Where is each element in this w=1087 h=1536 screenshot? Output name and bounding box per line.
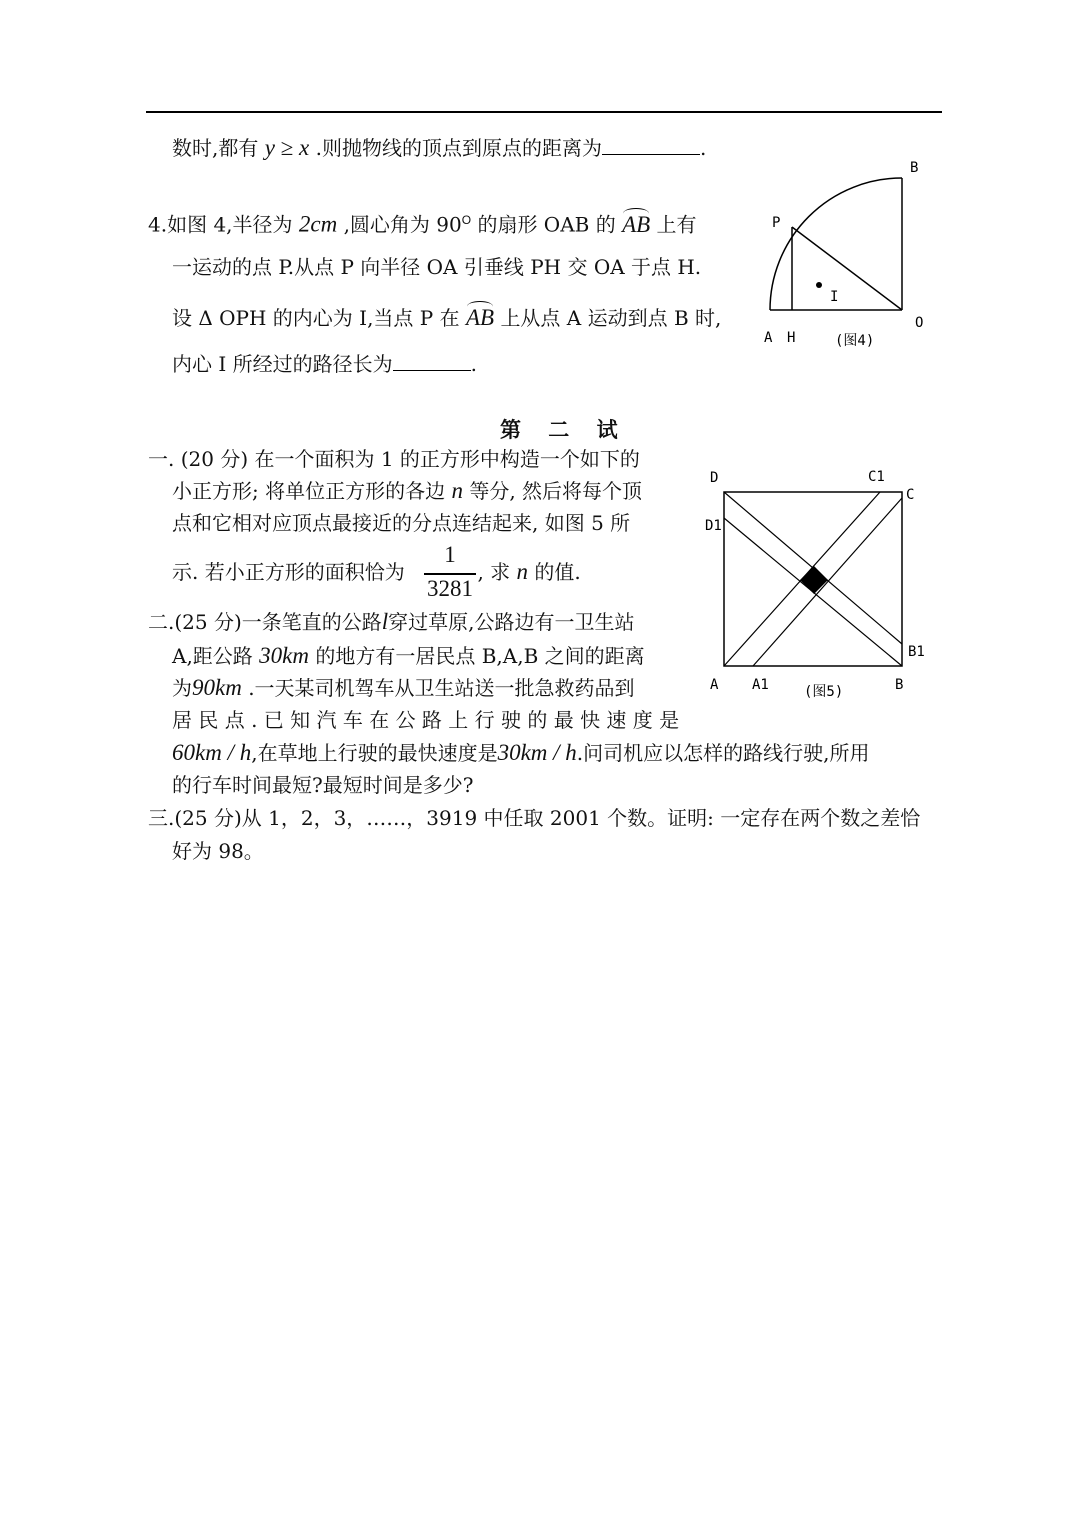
problem2-line4 <box>172 707 679 733</box>
problem4-line1 <box>148 207 697 238</box>
text: 的值. <box>534 560 581 584</box>
label-a1: A1 <box>752 677 769 693</box>
figure5-caption: (图5) <box>804 684 844 700</box>
continuation-line <box>172 134 706 161</box>
label-b1: B1 <box>908 644 925 660</box>
problem1-line3 <box>172 510 630 536</box>
problem2-line3 <box>172 675 635 701</box>
text: . <box>470 352 477 376</box>
text: 设 Δ OPH 的内心为 I,当点 P 在 <box>172 306 460 330</box>
text: ,圆心角为 90 <box>343 212 462 237</box>
problem4-line2 <box>172 254 701 280</box>
fraction-denominator: 3281 <box>427 576 473 601</box>
text: .则抛物线的顶点到原点的距离为 <box>315 136 602 160</box>
arc-ab: AB <box>622 211 651 237</box>
text: 一. (20 分) 在一个面积为 1 的正方形中构造一个如下的 <box>148 447 640 471</box>
text: 穿过草原,公路边有一卫生站 <box>388 610 635 634</box>
figure4-caption: (图4) <box>835 333 875 349</box>
text: 示. 若小正方形的面积恰为 <box>172 560 405 584</box>
text: 小正方形; 将单位正方形的各边 <box>172 479 446 503</box>
text: 的扇形 OAB 的 <box>477 212 616 237</box>
distance-30km: 30km <box>259 643 309 668</box>
text: , 求 <box>477 560 511 584</box>
segment-op <box>792 227 902 310</box>
label-d: D <box>710 470 719 486</box>
label-b: B <box>895 677 904 693</box>
text: 的地方有一居民点 B,A,B 之间的距离 <box>315 644 645 668</box>
text: 居 民 点 . 已 知 汽 车 在 公 路 上 行 驶 的 最 快 速 度 是 <box>172 708 680 732</box>
label-o: O <box>915 315 924 331</box>
variable-n: n <box>516 559 529 584</box>
degree-sign: O <box>461 213 472 227</box>
inequality: y ≥ x <box>264 135 310 160</box>
problem2-line2 <box>172 643 645 669</box>
problem1-line4 <box>172 559 581 585</box>
text: 内心 I 所经过的路径长为 <box>172 352 393 376</box>
label-b: B <box>910 160 919 176</box>
text: 4.如图 4,半径为 <box>148 212 293 237</box>
section-heading: 第 二 试 <box>500 418 628 442</box>
label-h: H <box>787 330 796 346</box>
text: 数时,都有 <box>172 136 259 160</box>
distance-90km: 90km <box>192 675 242 700</box>
label-p: P <box>772 215 781 231</box>
speed-30: 30km / h <box>497 740 577 765</box>
label-a: A <box>710 677 719 693</box>
text: ,在草地上行驶的最快速度是 <box>251 741 498 765</box>
text: 二.(25 分)一条笔直的公路 <box>148 610 382 634</box>
label-c: C <box>906 487 915 503</box>
radius-value: 2cm <box>298 211 338 237</box>
text: A,距公路 <box>172 644 253 668</box>
text: . <box>699 136 707 160</box>
header-rule <box>146 111 942 113</box>
problem1-line1 <box>148 446 640 472</box>
problem4-line3 <box>172 305 721 331</box>
fraction-bar <box>424 573 476 575</box>
figure-5 <box>700 460 940 705</box>
text: .问司机应以怎样的路线行驶,所用 <box>576 741 870 765</box>
arc-ab: AB <box>465 305 495 330</box>
label-d1: D1 <box>705 518 722 534</box>
variable-n: n <box>451 478 463 503</box>
label-i: I <box>830 289 839 305</box>
problem2-line1 <box>148 609 635 635</box>
text: 三.(25 分)从 1，2，3，……，3919 中任取 2001 个数。证明: 一定存在两个数之差恰 <box>148 806 921 830</box>
answer-blank <box>602 134 700 155</box>
problem4-line4 <box>172 350 477 377</box>
text: 一运动的点 P.从点 P 向半径 OA 引垂线 PH 交 OA 于点 H. <box>172 255 702 279</box>
problem3-line1 <box>148 805 920 831</box>
label-c1: C1 <box>868 469 885 485</box>
problem3-line2 <box>172 838 264 864</box>
text: 等分, 然后将每个顶 <box>469 479 643 503</box>
problem2-line6 <box>172 772 473 798</box>
small-square <box>800 566 828 594</box>
text: .一天某司机驾车从卫生站送一批急救药品到 <box>248 676 635 700</box>
text: 上从点 A 运动到点 B 时, <box>500 306 722 330</box>
text: 上有 <box>656 212 697 237</box>
label-a: A <box>764 330 773 346</box>
line-a1-c <box>753 498 902 666</box>
variable-l: l <box>381 609 389 634</box>
text: 好为 98。 <box>172 839 264 863</box>
answer-blank <box>393 350 471 371</box>
text: 点和它相对应顶点最接近的分点连结起来, 如图 5 所 <box>172 511 631 535</box>
fraction-numerator: 1 <box>444 542 456 567</box>
problem2-line5 <box>172 740 870 766</box>
problem1-line2 <box>172 478 642 504</box>
text: 为 <box>172 676 192 700</box>
incenter-dot <box>816 282 822 288</box>
text: 的行车时间最短?最短时间是多少? <box>172 773 474 797</box>
speed-60: 60km / h <box>172 740 252 765</box>
figure-4 <box>760 150 940 355</box>
